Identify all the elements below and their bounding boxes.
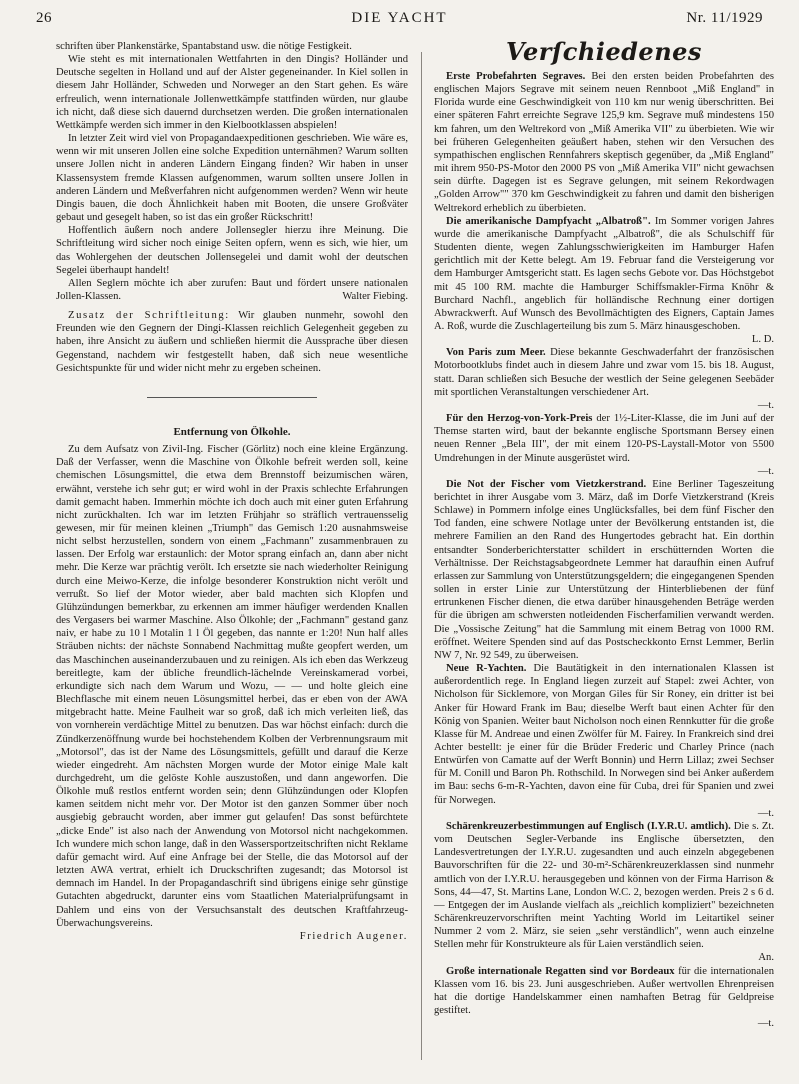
news-item-body: Eine Berliner Tageszeitung berichtet in ihrer Ausgabe vom 3. März, daß im Dorfe Vietzkerstrand (Kreis Schlawe) in Pommern infolge eines Unglücksfalles, bei dem fünf Fischer den Tod fanden, eine schwere Notlage unter der Bevölkerung entstanden ist, die mehrere Familien an den Rand des Hungertodes gebracht hat. Ein dorthin entsandter Sonderberichterstatter schildert in erschütternden Worten die Verhältnisse. Der Reichstagsabgeordnete Lemmer hat daraufhin einen Aufruf erlassen zur Sammlung von Unterstützungsgeldern; die eingegangenen Spenden sollen in erster Linie zur Unterstützung der Hinterbliebenen der fünf ertrunkenen Fischer dienen, die etwa darüber hinausgehenden Beträge werden für die übrigen am schwersten notleidenden Fischerfamilien verwandt werden. Die „Vossische Zeitung" hat die Sammlung mit einem Betrag von 1000 RM. eröffnet. Weitere Spenden sind auf das Postscheckkonto Ernst Lemmer, Berlin NW 7, Nr. 92 549, zu überweisen.: [434, 478, 774, 661]
news-item-signature: —t.: [757, 465, 774, 477]
editor-note-body: Wir glauben nunmehr, sowohl den Freunden wie den Gegnern der Dingi-Klassen reichlich Gelegenheit gegeben zu haben, ihre Ansicht zu äußern und schließen hiermit die Aussprache über diesen Gegenstand, nachdem wir festgestellt haben, daß sich neue wesentliche Gesichtspunkte für und wider nicht mehr zu ergeben scheinen.: [56, 310, 408, 374]
news-item-signature: An.: [758, 952, 774, 964]
news-item: [434, 965, 774, 1018]
paragraph: Hoffentlich äußern noch andere Jollensegler hierzu ihre Meinung. Die Schriftleitung wird sicher noch einige Seiten opfern, wenn es sich, wie hier, um das Wohlergehen der deutschen Jollensegelei und damit wohl der deutschen Segelei überhaupt handelt!: [56, 225, 408, 276]
editor-note-lead: Zusatz der Schriftleitung:: [68, 310, 230, 322]
news-item-signature: —t.: [757, 399, 774, 411]
page-number: 26: [36, 10, 52, 26]
news-item-body: Die Bautätigkeit in den internationalen Klassen ist außerordentlich rege. In England liegen zurzeit auf Stapel: zwei Achter, von Nicholson für Sicklemore, von Morgan Giles für Sir Roney, ein dritter ist bei Anker für Howard Frank im Bau; dieselbe Werft baut einen Achter für den König von Spanien. Weiter baut Nicholson noch einen Rennkutter für die große Klasse für M. Andreae und einen Zwölfer für M. Fairey. In Frankreich sind drei Achter bestellt: je einer für die Brüder Frederic und Charley Prince (nach Entwürfen von Camatte auf der Werft Bonnin) und Herrn Lillaz; zwei Sechser für M. Conill und Baron Ph. Rothschild. In Norwegen sind bei Anker außerdem im Bau: sechs 6-m-R-Yachten, davon eine für Cuba, drei für Spanien und zwei für Norwegen.: [434, 663, 774, 806]
closing-sentence: Allen Seglern möchte ich aber zurufen: Baut und fördert unsere nationalen Jollen-Klassen.: [56, 277, 408, 302]
news-item-heading: Erste Probefahrten Segraves.: [446, 71, 586, 82]
news-item-signature: L. D.: [751, 334, 774, 346]
paragraph: [56, 277, 408, 303]
news-item-signature: —t.: [757, 1018, 774, 1030]
page-header: [36, 10, 763, 32]
news-item-heading: Schärenkreuzerbestimmungen auf Englisch (I.Y.R.U. amtlich).: [446, 820, 731, 832]
issue-number: Nr. 11/1929: [686, 10, 763, 26]
section-separator: [147, 397, 317, 398]
news-item: [434, 412, 774, 465]
news-item: [434, 346, 774, 399]
author-signature: Walter Fiebing.: [342, 290, 408, 302]
news-item-body: Im Sommer vorigen Jahres wurde die amerikanische Dampfyacht „Albatroß", die als Schulschiff für Studenten diente, wegen Zahlungsschwierigkeiten im Hamburger Hafen gerichtlich mit der Kette belegt. Am 19. Februar fand die Versteigerung vor dem Hamburger Amtsgericht statt. Es lagen sechs Gebote vor. Das Höchstgebot mit 45 100 RM. machte die Hamburger Schiffsmakler-Firma Knöhr & Burchard Nachfl., angeblich für holländische Rechnung einer dortigen Abwrackwerft. Auf Wunsch des Bevollmächtigten des Eigners, Captain James A. Roß, wurde die Zuschlagerteilung bis zum 5. März hinausgeschoben.: [434, 215, 774, 332]
news-item-body: Diese bekannte Geschwaderfahrt der französischen Motorbootklubs findet auch in diesem Jahre und zwar vom 15. bis 18. August, statt. Daran schließen sich Besuche der westlich der Seine gelegenen Seebäder mit sportlichen Veranstaltungen verschiedener Art.: [434, 347, 775, 398]
news-item-heading: Für den Herzog-von-York-Preis: [446, 413, 593, 425]
news-item-body: für die internationalen Klassen vom 16. bis 23. Juni ausgeschrieben. Außer wertvollen Ehrenpreisen hat die dortige Handelskammer einen namhaften Betrag für Geldpreise gestiftet.: [434, 965, 774, 1017]
author-signature: Friedrich Augener.: [299, 930, 408, 942]
magazine-title: DIE YACHT: [351, 10, 448, 26]
left-column: [56, 40, 408, 943]
article-title: Entfernung von Ölkohle.: [173, 425, 291, 438]
paragraph: Zu dem Aufsatz von Zivil-Ing. Fischer (Görlitz) noch eine kleine Ergänzung. Daß der Verfasser, wenn die Maschine von Ölkohle befreit werden soll, keine chemischen Lösungsmittel, die etwa dem Brennstoff beizumischen wären, erwähnt, verstehe ich sehr gut; er wird wohl in der Praxis schlechte Erfahrungen damit gemacht haben. Immerhin möchte ich doch auch mit einer guten Erfahrung nicht zurückhalten. Ich war im letzten Frühjahr so sträflich vertrauensselig gewesen, mir für meinen kleinen „Triumph" das Gemisch 1:20 ausnahmsweise nicht selbst herzustellen, sondern von einem „Fachmann" zusammenbrauen zu lassen. Der Erfolg war erstaunlich: der Motor sprang einfach an, dann aber nicht mehr. Die Kerze war prächtig verölt. Ich ersetzte sie nach wiederholter Reinigung durch eine Meiwo-Kerze, die infolge besonderer Konstruktion nicht verölt und verrußt. So lief der Motor wieder, aber bald machten sich Klopfen und Glühzündungen bemerkbar, zu erkennen am immer häufiger werdenden Knallen des Vergasers bei warmer Maschine. Also Ölkohle; der „Fachmann" gestand ganz naiv, er habe zu 10 l Motalin 1 l Öl gegeben, das nannte er 1:20! Nun half alles Sträuben nichts: der nächste Sonnabend Nachmittag mußte geopfert werden, um das Maschinchen auseinanderzubauen und zu reinigen. Als ich eben das Werkzeug bereitlegte, kam der übliche freundlich-lächelnde Vereinskamerad vorbei, erkundigte sich nach dem Warum und Wozu, — — und holte gleich eine Blechflasche mit einem neuen Lösungsmittel herbei, das er eben von der AWA mitgebracht hatte. Meine Faulheit war so groß, daß ich mich verleiten ließ, das von vornherein verdächtige Mittel zu benutzen. Das war höchst einfach: durch die Zündkerzenöffnung wurde bei hochstehendem Kolben der Verbrennungsraum mit „Motorsol", das ist der Name des Lösungsmittels, gefüllt und darauf die Kerze wieder eingedreht. Am nächsten Morgen wurde der Motor einige Male kalt durchgedreht, um die gelöste Kohle auszustoßen, und dann angeworfen. Die Ölkohle muß restlos entfernt worden sein; denn Glühzündungen oder Klopfen kamen seitdem nicht mehr vor. Der Motor ist den ganzen Sommer über noch ausgiebig gebraucht worden, aber immer gut gelaufen! Das sonst befürchtete „dicke Ende" ist also nach der Anwendung von Motorsol nicht nachgekommen. Ich wundere mich schon lange, daß in den Wassersportzeitschriften nicht Reklame dafür gemacht wird. Auf eine Anfrage bei der Stelle, die das Motorsol auf der letzten AWA vertrat, erhielt ich Druckschriften zugesandt; das Motorsol ist demnach im Handel. In der Propagandaschrift sind übrigens einige sehr günstige Gutachten abgedruckt, darunter eins vom Staatlichen Materialprüfungsamt in Dahlem und eins von der Versuchsanstalt des deutschen Kraftfahrzeug-Überwachungsvereins.: [56, 444, 408, 929]
news-item: [434, 662, 774, 807]
news-item-body: Die s. Zt. vom Deutschen Segler-Verbande ins Englische übersetzten, den Landesvertretungen der I.Y.R.U. zugesandten und auch einzeln abgegebenen Bauvorschriften für die 22- und 30-m²-Schärenkreuzerklassen sind nunmehr amtlich von der I.Y.R.U. herausgegeben und können von der Firma Harrison & Sons, 44—47, St. Martins Lane, London W.C. 2, bezogen werden. Preis 2 s 6 d. — Entgegen der im Auslande vielfach als „reichlich kompliziert" bezeichneten Schärenkreuzervorschriften meint Yachting World im Leitartikel seiner Nummer 2 vom 2. März, sie seien „sehr verständlich", wenn auch einzelne Stellen mehr für Konstrukteure als für Laien verständlich seien.: [434, 820, 774, 951]
paragraph: schriften über Plankenstärke, Spantabstand usw. die nötige Festigkeit.: [56, 41, 352, 52]
news-item-heading: Neue R-Yachten.: [446, 663, 527, 675]
paragraph: Wie steht es mit internationalen Wettfahrten in den Dingis? Holländer und Deutsche segelten in Holland und auf der Alster gegeneinander. In Kiel sollen in diesem Jahr Holländer, Schweden und Norweger an den Start gehen. Es wäre erfreulich, wenn internationale Jollenwettkämpfe stattfinden würden, nur glaube ich nicht, daß diese sich dauernd durchsetzen werden. Die großen internationalen Wettkämpfe werden sich immer in den Kielbootklassen abspielen!: [56, 54, 408, 131]
news-item-body: Bei den ersten beiden Probefahrten des englischen Majors Segrave mit seinem neuen Rennboot „Miß England" in Florida wurde eine Geschwindigkeit von 110 km nur wenig überschritten. Bei einer späteren Fahrt erreichte Segrave 125,9 km. Segrave muß mindestens 150 km fahren, um den Weltrekord von „Miß Amerika VII" zu überbieten. Wie wir bei früheren Gelegenheiten geäußert haben, stehen wir den Versuchen des sympathischen englischen Rennfahrers skeptisch gegenüber, da „Miß England" mit ihrem 950-PS-Motor den 2000 PS von „Miß Amerika VII" nicht gewachsen sein dürfte. Dagegen ist es Segrave gelungen, mit seinem Rekordwagen „Golden Arrow"" 370 km Geschwindigkeit zu fahren und damit den bisherigen Weltrekord erheblich zu überbieten.: [434, 71, 775, 214]
news-item-heading: Große internationale Regatten sind vor Bordeaux: [446, 965, 675, 977]
column-divider: [421, 52, 422, 1060]
news-item-body: der 1½-Liter-Klasse, die im Juni auf der Themse starten wird, baut der bekannte englische Sportsmann Bersey einen neuen Renner „Bela III", der mit einem 120-PS-Laystall-Motor von 5500 Umdrehungen in der Minute ausgerüstet wird.: [434, 413, 774, 464]
news-item-heading: Die amerikanische Dampfyacht „Albatroß".: [446, 215, 651, 227]
section-masthead: Verſchiedenes: [506, 37, 702, 66]
right-column: [434, 37, 775, 1030]
news-item-signature: —t.: [757, 807, 774, 819]
news-item: [434, 70, 774, 215]
news-item: [434, 478, 774, 662]
news-item: [434, 215, 774, 333]
news-list: [434, 70, 774, 1030]
editor-note: [56, 309, 408, 375]
news-item-heading: Die Not der Fischer vom Vietzkerstrand.: [446, 478, 647, 490]
news-item: [434, 820, 774, 952]
news-item-heading: Von Paris zum Meer.: [446, 347, 546, 359]
paragraph: In letzter Zeit wird viel von Propagandaexpeditionen geschrieben. Wie wäre es, wenn wir mit unseren Jollen eine solche Expedition unternähmen? Warum sollten unsere Jollen nicht in anderen Ländern Eingang finden? Wir haben in unser Klassensystem fremde Klassen aufgenommen, warum sollten unsere Jollen in anderen Ländern und Meßverfahren nicht aufgenommen werden? Wenn wir heute Dingis bauen, die doch Ähnlichkeit haben mit Booten, die unsere Großväter gebaut und gesegelt haben, so ist das ein großer Rückschritt!: [56, 133, 408, 224]
